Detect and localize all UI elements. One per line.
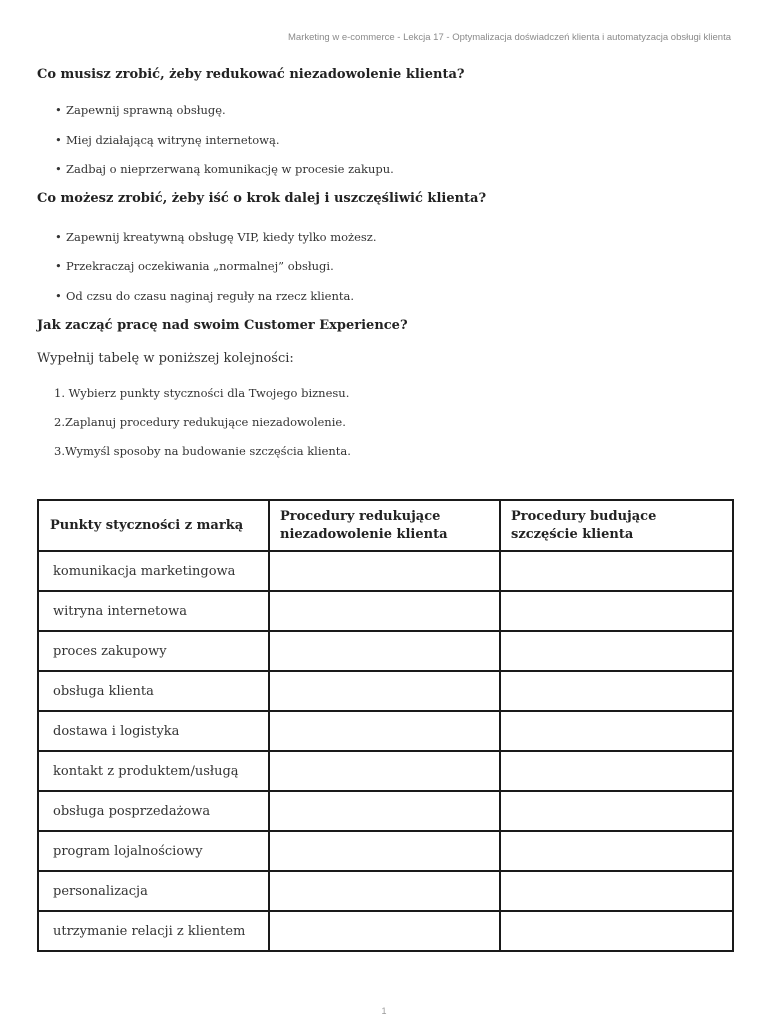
empty-cell[interactable] bbox=[269, 591, 500, 631]
list-item: • Przekraczaj oczekiwania „normalnej” obsługi. bbox=[55, 259, 334, 273]
page-number: 1 bbox=[381, 1006, 387, 1016]
bullet-list-reduce bbox=[37, 102, 731, 177]
touchpoint-cell: proces zakupowy bbox=[38, 631, 269, 671]
bullet-icon: • bbox=[55, 288, 62, 303]
section-heading-customer-experience: Jak zacząć pracę nad swoim Customer Experience? bbox=[37, 318, 408, 333]
empty-cell[interactable] bbox=[500, 671, 733, 711]
touchpoint-cell: kontakt z produktem/usługą bbox=[38, 751, 269, 791]
document-body bbox=[37, 66, 731, 472]
touchpoint-cell: witryna internetowa bbox=[38, 591, 269, 631]
list-item: • Zadbaj o nieprzerwaną komunikację w procesie zakupu. bbox=[55, 162, 394, 176]
empty-cell[interactable] bbox=[500, 591, 733, 631]
empty-cell[interactable] bbox=[500, 711, 733, 751]
list-item: • Od czsu do czasu naginaj reguły na rzecz klienta. bbox=[55, 288, 355, 303]
table-row bbox=[38, 591, 733, 631]
table-row bbox=[38, 711, 733, 751]
section-heading-reduce-dissatisfaction: Co musisz zrobić, żeby redukować niezadowolenie klienta? bbox=[37, 67, 465, 82]
empty-cell[interactable] bbox=[500, 631, 733, 671]
empty-cell[interactable] bbox=[269, 711, 500, 751]
touchpoint-cell: personalizacja bbox=[38, 871, 269, 911]
empty-cell[interactable] bbox=[269, 671, 500, 711]
empty-cell[interactable] bbox=[269, 751, 500, 791]
touchpoint-cell: utrzymanie relacji z klientem bbox=[38, 911, 269, 951]
table-row bbox=[38, 871, 733, 911]
table-header-row bbox=[38, 500, 733, 551]
empty-cell[interactable] bbox=[269, 911, 500, 951]
table-row bbox=[38, 551, 733, 591]
touchpoint-cell: obsługa klienta bbox=[38, 671, 269, 711]
touchpoint-cell: komunikacja marketingowa bbox=[38, 551, 269, 591]
table-row bbox=[38, 831, 733, 871]
page-header: Marketing w e-commerce - Lekcja 17 - Optymalizacja doświadczeń klienta i automatyzacja obsługi klienta bbox=[288, 32, 731, 43]
table-instructions: Wypełnij tabelę w poniższej kolejności: bbox=[37, 351, 294, 366]
touchpoint-cell: obsługa posprzedażowa bbox=[38, 791, 269, 831]
touchpoints-table bbox=[37, 499, 734, 952]
empty-cell[interactable] bbox=[269, 791, 500, 831]
empty-cell[interactable] bbox=[500, 871, 733, 911]
list-item: • Zapewnij sprawną obsługę. bbox=[55, 103, 226, 117]
bullet-icon: • bbox=[55, 162, 62, 176]
bullet-icon: • bbox=[55, 259, 62, 273]
bullet-icon: • bbox=[55, 103, 62, 117]
table-row bbox=[38, 751, 733, 791]
step-item: 1. Wybierz punkty styczności dla Twojego biznesu. bbox=[54, 386, 350, 400]
empty-cell[interactable] bbox=[500, 751, 733, 791]
table-row bbox=[38, 791, 733, 831]
bullet-list-delight bbox=[37, 229, 731, 304]
list-item: • Zapewnij kreatywną obsługę VIP, kiedy tylko możesz. bbox=[55, 229, 377, 244]
empty-cell[interactable] bbox=[269, 631, 500, 671]
column-header-reduce-procedures: Procedury redukujące niezadowolenie klienta bbox=[269, 500, 500, 551]
numbered-steps bbox=[37, 385, 731, 459]
empty-cell[interactable] bbox=[500, 831, 733, 871]
column-header-touchpoints: Punkty styczności z marką bbox=[38, 500, 269, 551]
bullet-icon: • bbox=[55, 229, 62, 244]
list-item: • Miej działającą witrynę internetową. bbox=[55, 132, 280, 147]
empty-cell[interactable] bbox=[500, 791, 733, 831]
bullet-icon: • bbox=[55, 132, 62, 147]
step-item: 2.Zaplanuj procedury redukujące niezadowolenie. bbox=[54, 415, 346, 429]
section-heading-delight-customer: Co możesz zrobić, żeby iść o krok dalej i uszczęśliwić klienta? bbox=[37, 190, 487, 206]
empty-cell[interactable] bbox=[269, 551, 500, 591]
table-row bbox=[38, 631, 733, 671]
empty-cell[interactable] bbox=[269, 831, 500, 871]
column-header-happiness-procedures: Procedury budujące szczęście klienta bbox=[500, 500, 733, 551]
empty-cell[interactable] bbox=[500, 911, 733, 951]
table-row bbox=[38, 671, 733, 711]
empty-cell[interactable] bbox=[500, 551, 733, 591]
step-item: 3.Wymyśl sposoby na budowanie szczęścia klienta. bbox=[54, 444, 351, 458]
touchpoint-cell: dostawa i logistyka bbox=[38, 711, 269, 751]
table-row bbox=[38, 911, 733, 951]
empty-cell[interactable] bbox=[269, 871, 500, 911]
touchpoint-cell: program lojalnościowy bbox=[38, 831, 269, 871]
